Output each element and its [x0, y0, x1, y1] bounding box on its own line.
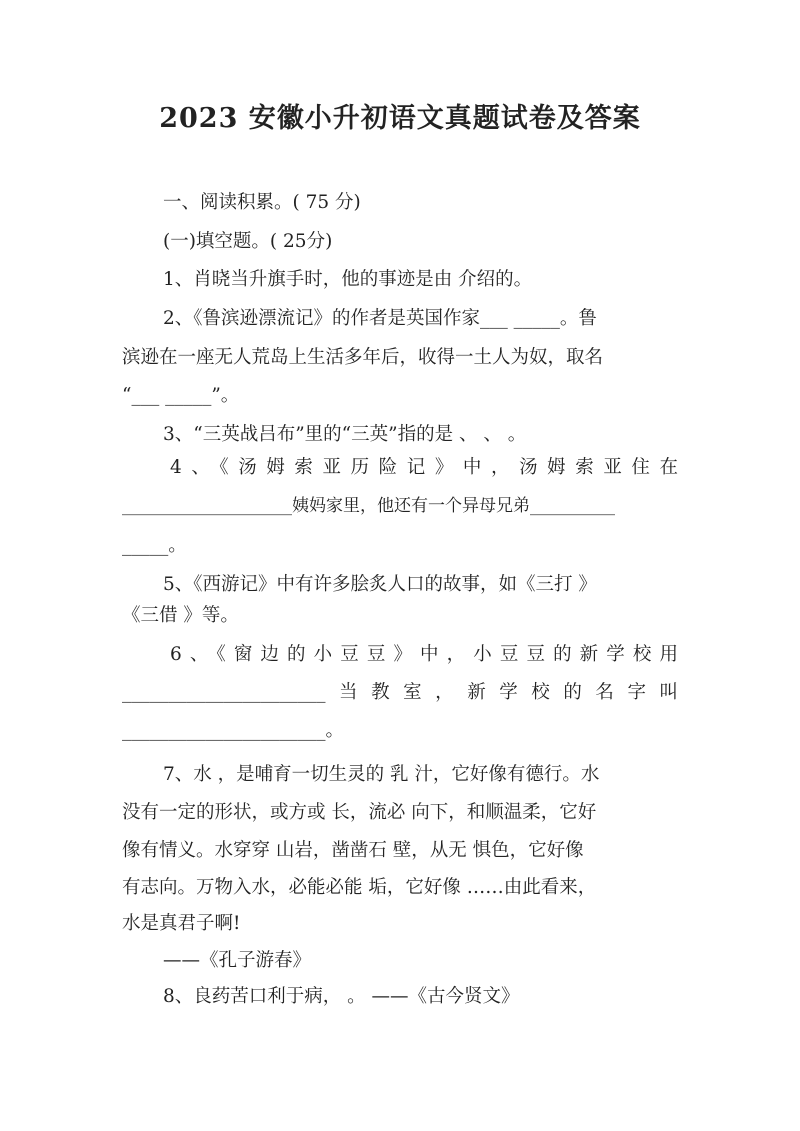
question-2-line-1: 2、《鲁滨逊漂流记》的作者是英国作家___ _____。鲁: [163, 308, 597, 329]
question-7-line-3: 像有情义。水穿穿 山岩，凿凿石 壁，从无 惧色，它好像: [122, 840, 584, 861]
question-4-line-3: _____。: [122, 535, 187, 556]
question-6-line-1: 6、《窗边的小豆豆》中，小豆豆的新学校用: [170, 644, 678, 665]
question-7-line-4: 有志向。万物入水，必能必能 垢，它好像 ……由此看来，: [122, 877, 597, 898]
question-6-line-3: ______________________。: [122, 720, 345, 741]
question-4-line-1: 4、《汤姆索亚历险记》中，汤姆索亚住在: [170, 457, 678, 478]
question-8: 8、良药苦口利于病， 。 ——《古今贤文》: [163, 986, 520, 1007]
question-2-line-3: “___ _____”。: [122, 385, 240, 406]
question-5-line-2: 《三借 》等。: [122, 605, 239, 626]
question-2-line-2: 滨逊在一座无人荒岛上生活多年后，收得一土人为奴，取名: [122, 347, 604, 368]
section-heading: 一、阅读积累。( 75 分): [163, 192, 361, 213]
subsection-heading: (一)填空题。( 25分): [163, 231, 333, 252]
question-3: 3、“三英战吕布”里的“三英”指的是 、 、 。: [163, 424, 527, 445]
question-1: 1、肖晓当升旗手时，他的事迹是由 介绍的。: [163, 269, 533, 290]
question-4-line-2: ____________________姨妈家里，他还有一个异母兄弟__________: [122, 496, 615, 516]
question-6-line-2: ______________________当教室，新学校的名字叫: [122, 682, 678, 703]
question-7-line-1: 7、水 ，是哺育一切生灵的 乳 汁，它好像有德行。水: [163, 764, 600, 785]
page-title: 2023 安徽小升初语文真题试卷及答案: [159, 103, 641, 134]
question-5-line-1: 5、《西游记》中有许多脍炙人口的故事，如《三打 》: [163, 574, 597, 595]
question-7-line-5: 水是真君子啊!: [122, 913, 241, 934]
quote-source: ——《孔子游春》: [163, 950, 312, 971]
question-7-line-2: 没有一定的形状，或方或 长，流必 向下，和顺温柔，它好: [122, 802, 597, 823]
